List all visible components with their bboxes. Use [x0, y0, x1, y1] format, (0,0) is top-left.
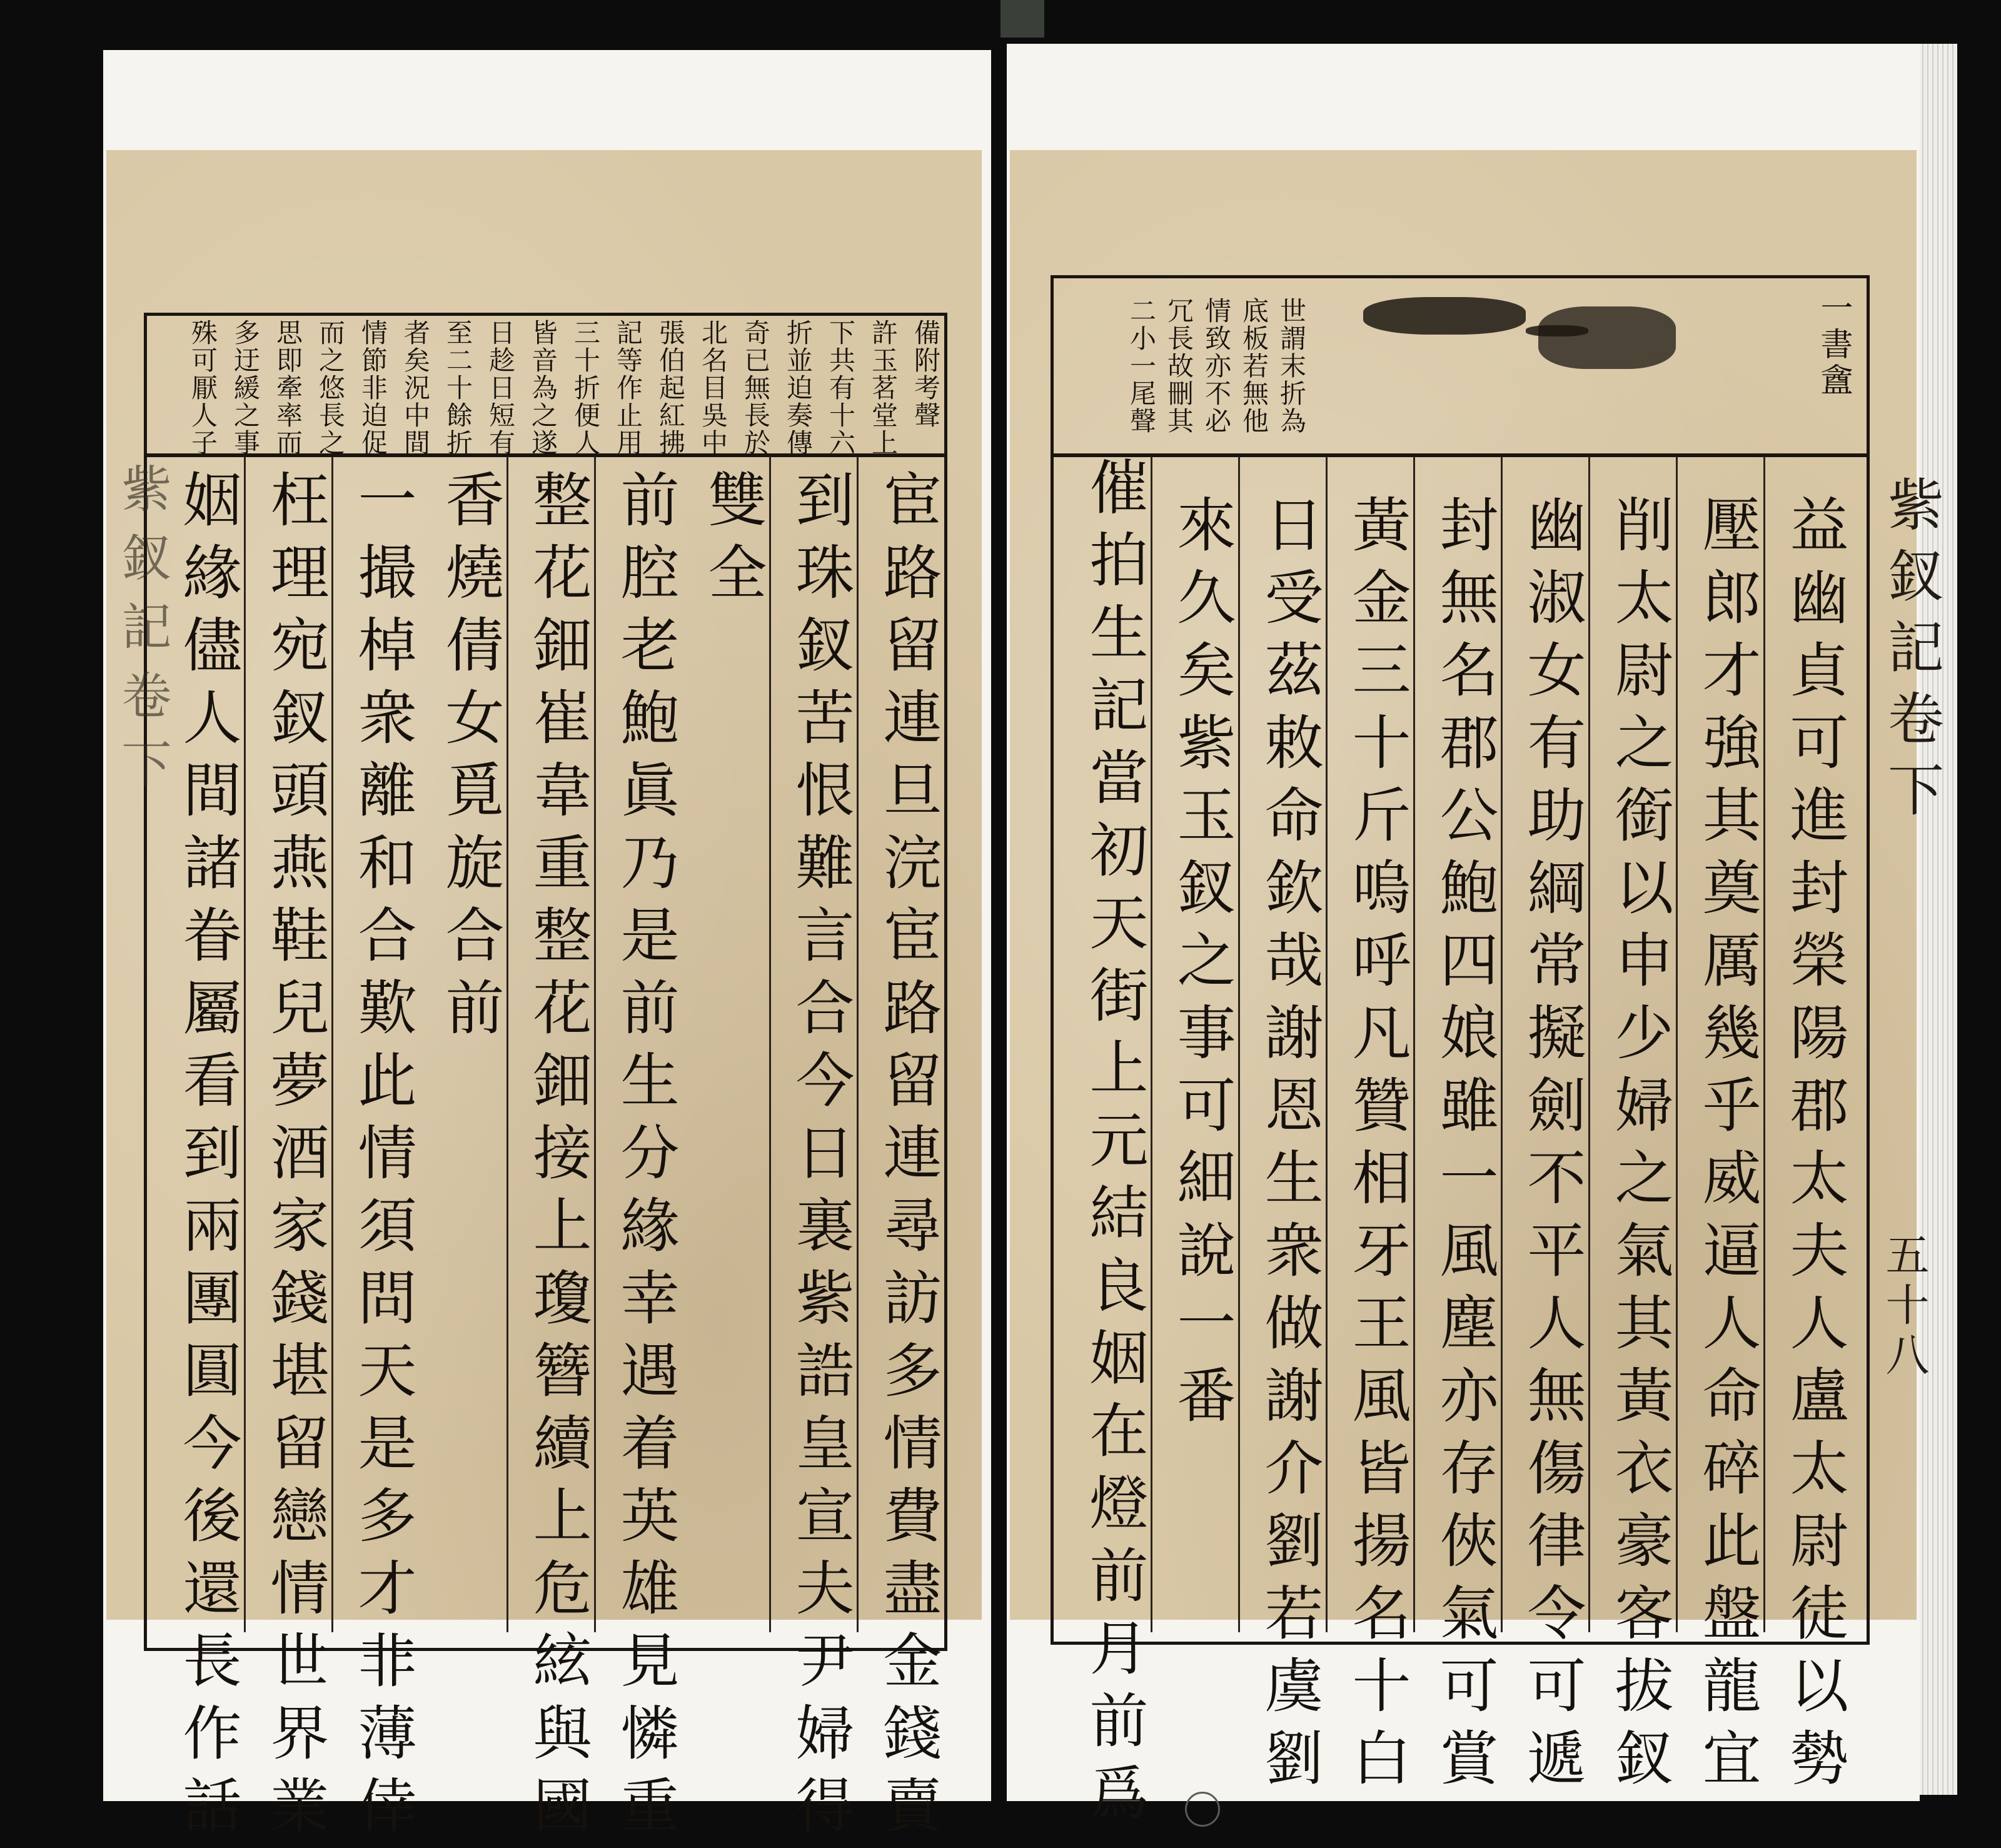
right-column-1: 益幽貞可進封榮陽郡太夫人盧太尉徒以勢 [1780, 494, 1848, 1800]
right-note-line: 底板若無他 [1239, 297, 1269, 435]
right-column-3: 削太尉之銜以申少婦之氣其黃衣豪客拔釵 [1605, 494, 1673, 1800]
left-note-line: 而之悠長之 [315, 319, 346, 457]
left-rule [857, 457, 859, 1632]
ink-smudge [1363, 297, 1526, 335]
library-seal-icon [1185, 1792, 1220, 1827]
book-spine-cloth [1001, 0, 1044, 38]
left-note-line: 下共有十六 [825, 319, 856, 457]
left-note-line: 折並迫奏傳 [783, 319, 814, 457]
right-column-4: 幽淑女有助綱常擬劍不平人無傷律令可遞 [1517, 494, 1585, 1800]
right-rule [1501, 457, 1503, 1632]
left-note-line: 記等作止用 [613, 319, 643, 457]
left-rule [769, 457, 771, 1632]
left-column-3: 雙全 [698, 469, 766, 614]
left-note-line: 思即牽率而 [273, 319, 303, 457]
left-rule [244, 457, 246, 1632]
left-column-6: 香燒倩女覓旋合前 [435, 469, 503, 1049]
left-column-5: 整花鈿崔韋重整花鈿接上瓊簪續上危絃與國 [523, 469, 591, 1847]
folio-number: 五十八 [1878, 1232, 1930, 1382]
right-column-8: 來久矣紫玉釵之事可細說一番 [1167, 494, 1235, 1437]
right-rule [1326, 457, 1328, 1632]
left-note-line: 張伯起紅拂 [655, 319, 686, 457]
right-column-7: 日受茲敕命欽哉謝恩生衆做謝介劉若虞劉 [1254, 494, 1323, 1800]
left-column-7: 一撮棹衆離和合歎此情須問天是多才非薄倖 [348, 469, 416, 1847]
left-note-line: 奇已無長於 [740, 319, 771, 457]
right-note-line: 情致亦不必 [1201, 297, 1232, 435]
right-column-5: 封無名郡公鮑四娘雖一風塵亦存俠氣可賞 [1429, 494, 1498, 1800]
right-rule [1763, 457, 1765, 1632]
right-header-rule [1051, 453, 1867, 457]
left-rule [594, 457, 596, 1632]
right-rule [1151, 457, 1152, 1632]
left-note-line: 情節非迫促 [358, 319, 388, 457]
right-rule [1588, 457, 1590, 1632]
right-column-6: 黃金三十斤嗚呼凡贊相牙王風皆揚名十白 [1342, 494, 1410, 1800]
left-note-line: 許玉茗堂上 [868, 319, 899, 457]
left-note-line: 至二十餘折 [443, 319, 473, 457]
right-margin-title: 紫釵記卷下 [1878, 475, 1943, 832]
left-note-line: 皆音為之遂 [528, 319, 558, 457]
left-margin-title: 紫釵記卷下 [113, 463, 171, 807]
right-note-line: 世謂末折為 [1276, 297, 1307, 435]
left-note-line: 日趁日短有 [485, 319, 516, 457]
right-column-9: 催拍生記當初天街上元結良姻在燈前月前爲 [1079, 457, 1147, 1835]
left-column-4: 前腔老鮑眞乃是前生分緣幸遇着英雄見憐重 [610, 469, 678, 1847]
left-note-line: 多迂緩之事 [230, 319, 261, 457]
left-column-1: 宦路留連旦浣宦路留連尋訪多情費盡金錢賣 [873, 469, 941, 1847]
right-rule [1413, 457, 1415, 1632]
right-note-line: 二小一尾聲 [1126, 297, 1157, 435]
left-note-line: 殊可厭人子 [188, 319, 218, 457]
ink-smudge [1538, 306, 1676, 369]
right-note-line: 冗長故刪其 [1164, 297, 1194, 435]
right-header-mark: 一書盦 [1815, 291, 1852, 400]
left-rule [331, 457, 333, 1632]
right-column-2: 壓郎才強其奠厲幾乎威逼人命碎此盤龍宜 [1692, 494, 1760, 1800]
right-rule [1676, 457, 1678, 1632]
left-column-9: 姻緣儘人間諸眷屬看到兩團圓今後還長作話 [173, 469, 241, 1847]
left-note-line: 者矣況中間 [400, 319, 431, 457]
left-note-line: 備附考聲 [910, 319, 941, 429]
left-column-2: 到珠釵苦恨難言合今日裏紫誥皇宣夫尹婦得 [785, 469, 854, 1847]
right-rule [1238, 457, 1240, 1632]
left-note-line: 北名目吳中 [698, 319, 728, 457]
left-note-line: 三十折便人 [570, 319, 601, 457]
left-rule [507, 457, 508, 1632]
left-column-8: 枉理宛釵頭燕鞋兒夢酒家錢堪留戀情世界業 [260, 469, 328, 1847]
